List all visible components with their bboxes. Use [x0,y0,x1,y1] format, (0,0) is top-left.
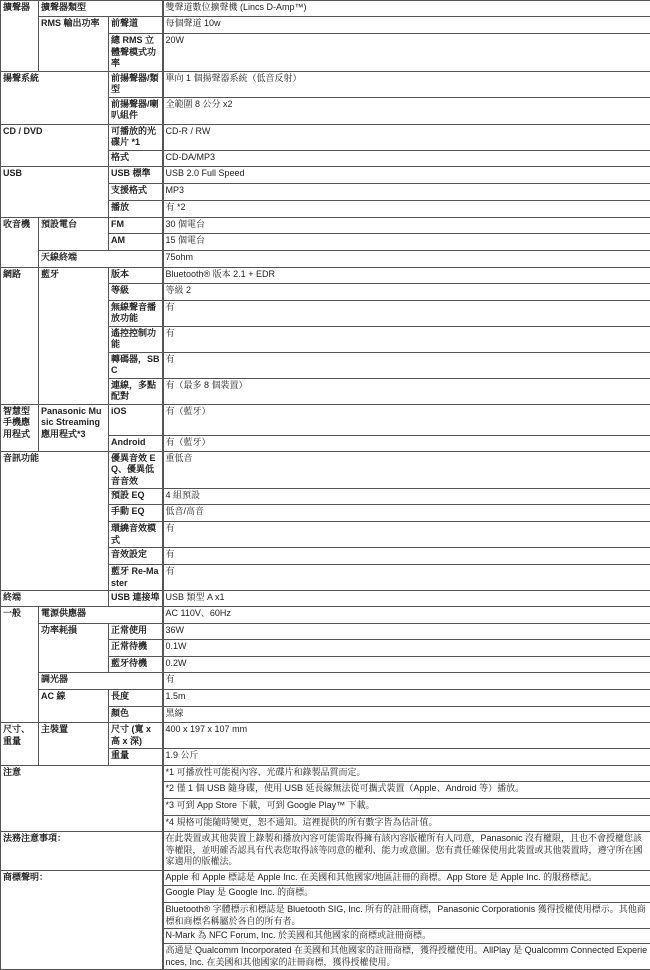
spec-label: 重量 [109,749,163,766]
note: *4 規格可能隨時變更，恕不通知。這裡提供的所有數字皆為估計值。 [163,816,650,832]
spec-label: 支援格式 [109,183,163,200]
spec-label: 格式 [109,150,163,166]
spec-value: 75ohm [163,250,650,267]
spec-label: 藍牙 Re-Master [109,565,163,591]
spec-value: 有（藍牙） [163,435,650,451]
spec-value: 1.5m [163,690,650,707]
spec-label: 正常待機 [109,640,163,657]
spec-label: 手動 EQ [109,505,163,522]
spec-group: AC 線 [39,690,109,723]
legal-notice-label: 法務注意事項： [1,832,163,871]
trademark-label: 商標聲明： [1,871,163,970]
spec-label: 優異音效 EQ、優異低音音效 [109,451,163,489]
spec-value: 400 x 197 x 107 mm [163,723,650,749]
spec-label: 播放 [109,200,163,217]
spec-value: CD-R / RW [163,124,650,150]
trademark-statement: 高通是 Qualcomm Incorporated 在美國和其他國家的註冊商標，獲得授權使用。AllPlay 是 Qualcomm Connected Experiences, Inc. 在美國和其他國家的註冊商標，獲得授權使用。 [163,944,650,970]
spec-value: 4 組預設 [163,489,650,505]
spec-label: 長度 [109,690,163,707]
spec-value: 有 [163,522,650,548]
section-label: 智慧型手機應用程式 [1,404,39,451]
spec-label: FM [109,217,163,233]
spec-label: 擴聲器類型 [39,1,163,17]
spec-value: CD-DA/MP3 [163,150,650,166]
spec-label: 版本 [109,267,163,283]
spec-value: 有 [163,673,650,690]
spec-group: 主裝置 [39,723,109,766]
spec-value: 有 [163,548,650,565]
spec-value: Bluetooth® 版本 2.1 + EDR [163,267,650,283]
spec-label: Android [109,435,163,451]
spec-value: 每個聲道 10w [163,17,650,34]
spec-value: 等級 2 [163,283,650,300]
spec-label: 電源供應器 [39,607,163,624]
spec-label: 正常使用 [109,624,163,640]
note: *2 僅 1 個 USB 隨身碟，使用 USB 延長線無法從可攜式裝置（Apple、Android 等）播放。 [163,782,650,799]
spec-value: 有（最多 8 個裝置） [163,378,650,404]
spec-group: Panasonic Music Streaming 應用程式*3 [39,404,109,451]
spec-value: 36W [163,624,650,640]
notes-label: 注意 [1,766,163,832]
spec-value: 有 [163,352,650,378]
section-label: 揚聲系統 [1,71,109,124]
spec-value: USB 2.0 Full Speed [163,166,650,183]
spec-label: 前聲道 [109,17,163,34]
spec-label: 尺寸 (寬 x 高 x 深) [109,723,163,749]
spec-label: 前揚聲器/喇叭組件 [109,97,163,124]
trademark-statement: Bluetooth® 字體標示和標誌是 Bluetooth SIG, Inc. 所有的註冊商標，Panasonic Corporationis 獲得授權使用標示。其他商標和商標名稱屬於各自的所有者。 [163,903,650,929]
spec-value: 低音/高音 [163,505,650,522]
spec-value: 20W [163,34,650,72]
spec-value: 雙聲道數位擴聲機 (Lincs D-Amp™) [163,1,650,17]
spec-value: 有 [163,326,650,352]
spec-value: 30 個電台 [163,217,650,233]
spec-label: 調光器 [39,673,163,690]
section-label: 擴聲器 [1,1,39,72]
spec-value: 有（藍牙） [163,404,650,435]
section-label: 終端 [1,591,109,607]
spec-value: 黑線 [163,707,650,723]
spec-value: 0.1W [163,640,650,657]
spec-value: 有 [163,565,650,591]
spec-label: 連線，多點配對 [109,378,163,404]
spec-value: 單向 1 個揚聲器系統（低音反射） [163,71,650,97]
spec-value: MP3 [163,183,650,200]
spec-label: 音效設定 [109,548,163,565]
section-label: 一般 [1,607,39,723]
spec-value: USB 類型 A x1 [163,591,650,607]
spec-label: 環繞音效模式 [109,522,163,548]
spec-label: 無線聲音播放功能 [109,300,163,326]
spec-group: RMS 輸出功率 [39,17,109,72]
spec-label: 藍牙待機 [109,657,163,673]
spec-label: iOS [109,404,163,435]
spec-group: 預設電台 [39,217,109,250]
spec-group: 藍牙 [39,267,109,404]
spec-label: 顏色 [109,707,163,723]
spec-value: 有 *2 [163,200,650,217]
note: *1 可播放性可能視內容、光碟片和錄製品質而定。 [163,766,650,782]
section-label: CD / DVD [1,124,109,166]
spec-label: 天線終端 [39,250,163,267]
spec-label: 等級 [109,283,163,300]
spec-label: 總 RMS 立體聲模式功率 [109,34,163,72]
section-label: USB [1,166,109,217]
section-label: 收音機 [1,217,39,267]
spec-label: 預設 EQ [109,489,163,505]
note: *3 可到 App Store 下載，可到 Google Play™ 下載。 [163,799,650,816]
spec-label: 轉碼器，SBC [109,352,163,378]
spec-value: AC 110V、60Hz [163,607,650,624]
section-label: 音訊功能 [1,451,109,591]
spec-group: 功率耗損 [39,624,109,673]
spec-value: 0.2W [163,657,650,673]
spec-label: 遙控控制功能 [109,326,163,352]
spec-label: USB 連接埠 [109,591,163,607]
legal-notice-text: 在此裝置或其他裝置上錄製和播放內容可能需取得擁有該內容版權所有人同意，Panasonic 沒有權限，且也不會授權您該等權限，並明確否認具有代表您取得該等同意的權利、能力或意圖。您有責任確保使用此裝置或其他裝置時，遵守所在國家適用的版權法。 [163,832,650,871]
trademark-statement: Apple 和 Apple 標誌是 Apple Inc. 在美國和其他國家/地區註冊的商標。App Store 是 Apple Inc. 的服務標記。 [163,871,650,886]
trademark-statement: Google Play 是 Google Inc. 的商標。 [163,886,650,903]
spec-value: 有 [163,300,650,326]
trademark-statement: N-Mark 為 NFC Forum, Inc. 於美國和其他國家的商標或註冊商標。 [163,929,650,944]
section-label: 尺寸、重量 [1,723,39,766]
spec-value: 1.9 公斤 [163,749,650,766]
spec-label: AM [109,233,163,250]
spec-label: 前揚聲器/類型 [109,71,163,97]
section-label: 網路 [1,267,39,404]
spec-label: USB 標準 [109,166,163,183]
spec-value: 15 個電台 [163,233,650,250]
spec-value: 重低音 [163,451,650,489]
spec-label: 可播放的光碟片 *1 [109,124,163,150]
spec-value: 全範圍 8 公分 x2 [163,97,650,124]
